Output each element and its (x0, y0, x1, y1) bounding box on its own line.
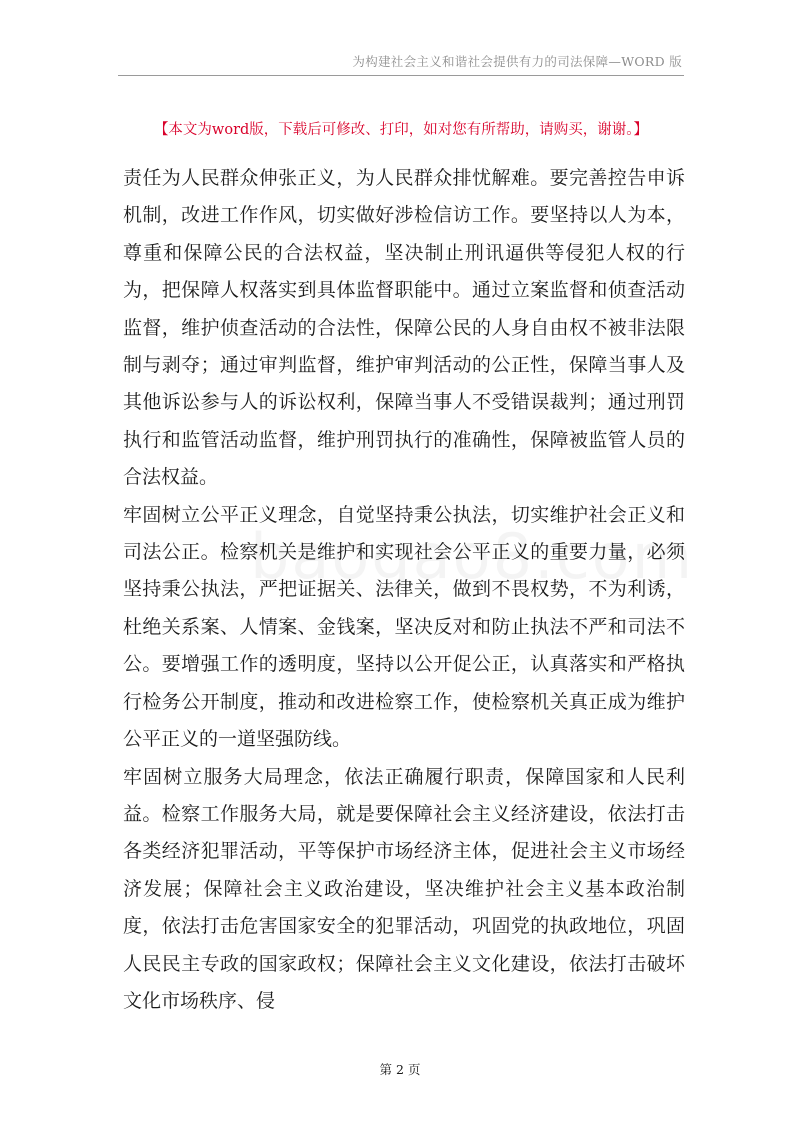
page-number: 第 2 页 (379, 1062, 421, 1077)
paragraph: 责任为人民群众伸张正义，为人民群众排忧解难。要完善控告申诉机制，改进工作作风，切实做好涉检信访工作。要坚持以人为本，尊重和保障公民的合法权益，坚决制止刑讯逼供等侵犯人权的行为，把保障人权落实到具体监督职能中。通过立案监督和侦查活动监督，维护侦查活动的合法性，保障公民的人身自由权不被非法限制与剥夺；通过审判监督，维护审判活动的公正性，保障当事人及其他诉讼参与人的诉讼权利，保障当事人不受错误裁判；通过刑罚执行和监管活动监督，维护刑罚执行的准确性，保障被监管人员的合法权益。 (123, 167, 685, 489)
header-divider (118, 75, 684, 76)
paragraph: 牢固树立公平正义理念，自觉坚持秉公执法，切实维护社会正义和司法公正。检察机关是维护和实现社会公平正义的重要力量，必须坚持秉公执法，严把证据关、法律关，做到不畏权势，不为利诱，杜绝关系案、人情案、金钱案，坚决反对和防止执法不严和司法不公。要增强工作的透明度，坚持以公开促公正，认真落实和严格执行检务公开制度，推动和改进检察工作，使检察机关真正成为维护公平正义的一道坚强防线。 (123, 503, 685, 751)
download-notice: 【本文为word版，下载后可修改、打印，如对您有所帮助，请购买，谢谢。】 (153, 122, 649, 138)
paragraph: 牢固树立服务大局理念，依法正确履行职责，保障国家和人民利益。检察工作服务大局，就是要保障社会主义经济建设，依法打击各类经济犯罪活动，平等保护市场经济主体，促进社会主义市场经济发展；保障社会主义政治建设，坚决维护社会主义基本政治制度，依法打击危害国家安全的犯罪活动，巩固党的执政地位，巩固人民民主专政的国家政权；保障社会主义文化建设，依法打击破坏文化市场秩序、侵 (123, 765, 685, 1012)
document-title: 为构建社会主义和谐社会提供有力的司法保障—WORD 版 (352, 54, 682, 69)
document-body (123, 160, 685, 1020)
